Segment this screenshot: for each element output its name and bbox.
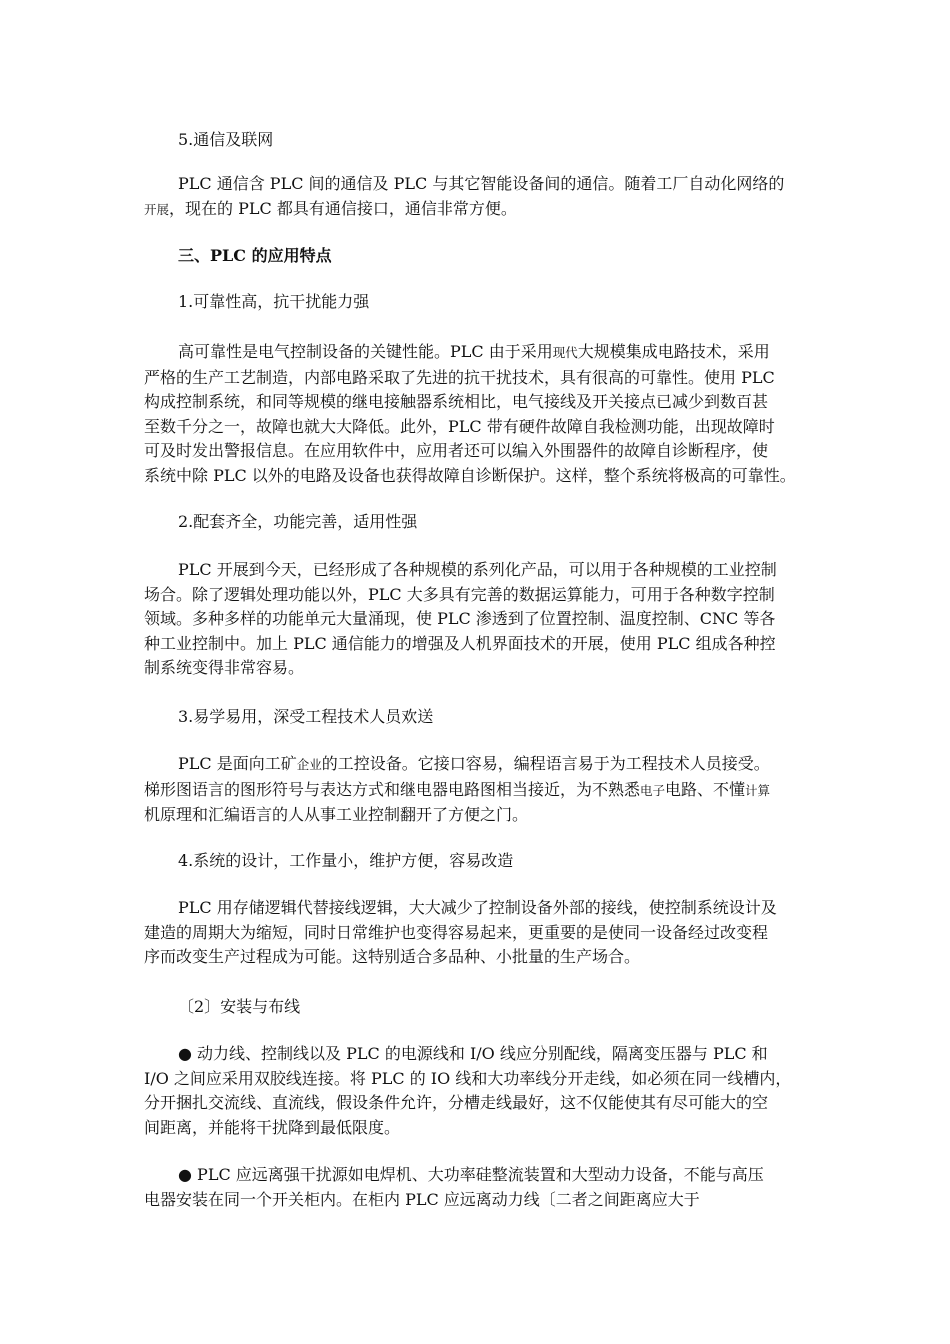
item3-heading: 3.易学易用，深受工程技术人员欢送 — [178, 707, 434, 726]
install-heading: 〔2〕安装与布线 — [178, 997, 301, 1016]
item1-heading: 1.可靠性高，抗干扰能力强 — [178, 292, 370, 311]
section3-heading: 三、PLC 的应用特点 — [178, 246, 332, 265]
item2-paragraph: PLC 开展到今天，已经形成了各种规模的系列化产品，可以用于各种规模的工业控制 场合。除了逻辑处理功能以外，PLC 大多具有完善的数据运算能力，可用于各种数字控制 领域。多种多样的功能单元大量涌现，使 PLC 渗透到了位置控制、温度控制、CNC 等各 种工业控制中。加上 PLC 通信能力的增强及人机界面技术的开展，使用 PLC 组成各种控 制系统变得非常容易。 — [144, 560, 777, 677]
section5-paragraph: PLC 通信含 PLC 间的通信及 PLC 与其它智能设备间的通信。随着工厂自动化网络的 开展，现在的 PLC 都具有通信接口，通信非常方便。 — [144, 174, 785, 218]
section5-heading: 5.通信及联网 — [178, 130, 274, 149]
item1-paragraph: 高可靠性是电气控制设备的关键性能。PLC 由于采用现代大规模集成电路技术，采用 严格的生产工艺制造，内部电路采取了先进的抗干扰技术，具有很高的可靠性。使用 PLC 构成控制系统，和同等规模的继电接触器系统相比，电气接线及开关接点已减少到数百甚 至数千分之一，故障也就大大降低。此外，PLC 带有硬件故障自我检测功能，出现故障时 可及时发出警报信息。在应用软件中，应用者还可以编入外围器件的故障自诊断程序，使 系统中除 PLC 以外的电路及设备也获得故障自诊断保护。这样，整个系统将极高的可靠性。 — [144, 342, 796, 485]
item3-paragraph: PLC 是面向工矿企业的工控设备。它接口容易，编程语言易于为工程技术人员接受。 梯形图语言的图形符号与表达方式和继电器电路图相当接近，为不熟悉电子电路、不懂计算 机原理和汇编语言的人从事工业控制翻开了方便之门。 — [144, 754, 771, 824]
bullet-item-2: ● PLC 应远离强干扰源如电焊机、大功率硅整流装置和大型动力设备，不能与高压 电器安装在同一个开关柜内。在柜内 PLC 应远离动力线〔二者之间距离应大于 — [144, 1165, 764, 1209]
item4-paragraph: PLC 用存储逻辑代替接线逻辑，大大减少了控制设备外部的接线，使控制系统设计及 建造的周期大为缩短，同时日常维护也变得容易起来，更重要的是使同一设备经过改变程 序而改变生产过程成为可能。这特别适合多品种、小批量的生产场合。 — [144, 898, 777, 966]
bullet-item-1: ● 动力线、控制线以及 PLC 的电源线和 I/O 线应分别配线，隔离变压器与 PLC 和 I/O 之间应采用双胶线连接。将 PLC 的 IO 线和大功率线分开走线，如必须在同一线槽内， 分开捆扎交流线、直流线，假设条件允许，分槽走线最好，这不仅能使其有尽可能大的空 间距离，并能将干扰降到最低限度。 — [144, 1044, 792, 1137]
item2-heading: 2.配套齐全，功能完善，适用性强 — [178, 512, 418, 531]
item4-heading: 4.系统的设计，工作量小，维护方便，容易改造 — [178, 851, 514, 870]
